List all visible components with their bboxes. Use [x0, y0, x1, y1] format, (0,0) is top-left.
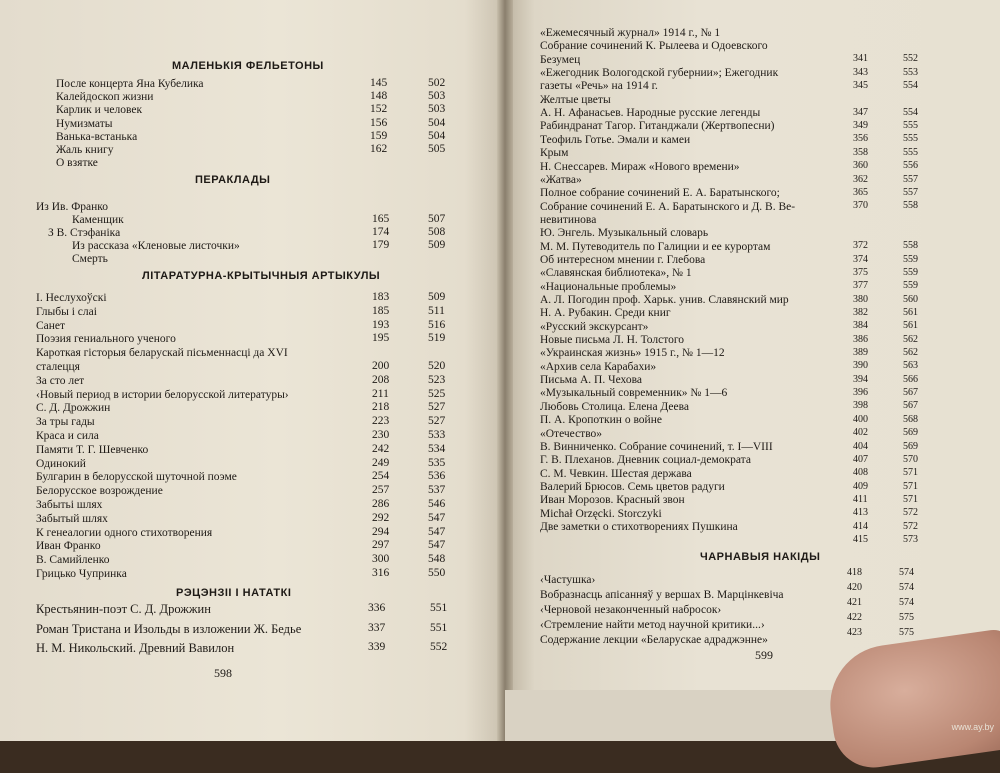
toc-page-second: 555 — [903, 146, 918, 158]
toc-entry-title: Крестьянин-поэт С. Д. Дрожжин — [36, 602, 211, 616]
toc-entry-title: Собрание сочинений К. Рылеева и Одоевского — [540, 40, 768, 53]
toc-page-second: 502 — [428, 77, 446, 89]
toc-entry-title: ‹Частушка› — [540, 574, 596, 586]
right-page — [505, 0, 1000, 741]
toc-page-second: 533 — [428, 429, 446, 441]
toc-page-first: 394 — [853, 373, 868, 385]
toc-page-first: 341 — [853, 53, 868, 65]
toc-page-second: 572 — [903, 507, 918, 519]
toc-entry-title: Глыбы і слаі — [36, 305, 97, 318]
toc-page-second: 504 — [428, 116, 446, 129]
toc-entry-title: невитинова — [540, 213, 597, 226]
toc-page-second: 516 — [428, 318, 446, 331]
toc-page-first: 422 — [847, 612, 862, 623]
toc-entry-title: Нумизматы — [56, 117, 113, 130]
toc-entry-title: Карлик и человек — [56, 104, 143, 117]
toc-entry-title: «Жатва» — [540, 173, 582, 186]
toc-page-first: 339 — [368, 641, 386, 653]
toc-entry-title: П. А. Кропоткин о войне — [540, 414, 662, 427]
toc-page-first: 347 — [853, 106, 868, 118]
toc-entry-title: сталецця — [36, 361, 80, 373]
toc-page-first: 316 — [372, 567, 390, 579]
toc-entry-title: «Музыкальный современник» № 1—6 — [540, 387, 728, 400]
toc-page-second: 508 — [428, 226, 446, 238]
toc-page-second: 511 — [428, 304, 445, 317]
toc-page-second: 547 — [428, 511, 446, 524]
toc-page-first: 404 — [853, 440, 868, 452]
toc-page-first: 297 — [372, 539, 390, 552]
toc-page-second: 503 — [428, 103, 446, 116]
toc-entry-title: ‹Новый период в истории белорусской литературы› — [36, 388, 289, 401]
toc-page-second: 509 — [428, 291, 446, 303]
toc-page-first: 358 — [853, 146, 868, 158]
toc-entry-title: Вобразнасць апісанняў у вершах В. Марцінкевіча — [540, 589, 784, 601]
toc-entry-title: Две заметки о стихотворениях Пушкина — [540, 520, 738, 533]
page-number: 599 — [755, 648, 773, 662]
toc-page-second: 503 — [428, 90, 446, 103]
toc-page-second: 566 — [903, 373, 918, 385]
toc-page-second: 534 — [428, 442, 446, 455]
toc-page-second: 569 — [903, 427, 918, 439]
toc-entry-title: А. Н. Афанасьев. Народные русские легенды — [540, 107, 761, 120]
toc-page-first: 300 — [372, 553, 390, 566]
toc-page-first: 372 — [853, 240, 868, 252]
toc-page-second: 536 — [428, 470, 446, 483]
toc-page-first: 254 — [372, 470, 390, 483]
toc-page-first: 292 — [372, 511, 390, 524]
toc-page-first: 390 — [853, 360, 868, 372]
toc-page-second: 519 — [428, 332, 446, 345]
toc-entry-title: В. Винниченко. Собрание сочинений, т. І—VIII — [540, 440, 773, 453]
toc-page-second: 561 — [903, 307, 918, 318]
toc-page-first: 179 — [372, 239, 390, 251]
toc-entry-title: Н. М. Никольский. Древний Вавилон — [36, 641, 235, 655]
toc-page-second: 571 — [903, 480, 918, 492]
toc-entry-title: «Русский экскурсант» — [540, 320, 649, 333]
toc-page-second: 558 — [903, 240, 918, 252]
toc-entry-title: Жаль книгу — [56, 144, 114, 156]
toc-page-second: 574 — [899, 567, 914, 578]
toc-page-second: 525 — [428, 387, 446, 400]
section-heading: ЧАРНАВЫЯ НАКІДЫ — [700, 551, 821, 563]
toc-entry-title: Санет — [36, 319, 66, 332]
toc-page-second: 567 — [903, 387, 918, 399]
toc-entry-title: С. М. Чевкин. Шестая держава — [540, 467, 692, 480]
toc-page-first: 409 — [853, 480, 868, 492]
toc-page-first: 418 — [847, 567, 862, 578]
toc-page-second: 527 — [428, 415, 446, 428]
toc-page-first: 159 — [370, 129, 388, 142]
toc-entry-title: Рабиндранат Тагор. Гитанджали (Жертвопесни) — [540, 120, 775, 133]
toc-page-first: 356 — [853, 133, 868, 145]
toc-entry-title: Памяти Т. Г. Шевченко — [36, 443, 149, 456]
toc-page-second: 571 — [903, 467, 918, 479]
toc-entry-title: Новые письма Л. Н. Толстого — [540, 334, 685, 347]
toc-page-first: 365 — [853, 186, 868, 198]
toc-entry-title: Грицько Чупринка — [36, 568, 127, 580]
toc-entry-title: Булгарин в белорусской шуточной поэме — [36, 471, 237, 484]
toc-page-second: 551 — [430, 602, 448, 614]
toc-page-first: 208 — [372, 373, 390, 386]
toc-entry-title: Желтые цветы — [540, 93, 611, 106]
toc-entry-title: Одинокий — [36, 457, 86, 470]
toc-page-first: 249 — [372, 456, 390, 469]
toc-page-first: 294 — [372, 525, 390, 538]
toc-entry-title: ‹Черновой незаконченный набросок› — [540, 604, 722, 616]
watermark: www.ay.by — [951, 722, 994, 732]
toc-entry-title: Полное собрание сочинений Е. А. Баратынского; — [540, 187, 780, 200]
toc-entry-title: За сто лет — [36, 374, 85, 387]
toc-page-second: 554 — [903, 106, 918, 118]
toc-page-first: 223 — [372, 415, 390, 428]
toc-entry-title: Ванька-встанька — [56, 130, 138, 143]
toc-page-second: 569 — [903, 440, 918, 452]
toc-page-first: 420 — [847, 582, 862, 593]
toc-page-second: 557 — [903, 173, 918, 185]
toc-page-second: 574 — [899, 597, 914, 608]
toc-page-second: 557 — [903, 186, 918, 198]
toc-entry-title: В. Самийленко — [36, 554, 110, 567]
left-page — [0, 0, 505, 741]
toc-entry-title: Н. Снессарев. Мираж «Нового времени» — [540, 160, 740, 173]
toc-page-second: 562 — [903, 347, 918, 359]
toc-page-first: 165 — [372, 213, 390, 225]
toc-page-first: 195 — [372, 332, 390, 345]
toc-page-first: 193 — [372, 318, 390, 331]
toc-page-first: 396 — [853, 387, 868, 399]
toc-entry-title: Иван Франко — [36, 540, 101, 553]
toc-page-second: 537 — [428, 484, 446, 497]
toc-page-second: 575 — [899, 612, 914, 623]
toc-page-second: 550 — [428, 567, 446, 579]
toc-page-second: 570 — [903, 453, 918, 465]
toc-page-first: 200 — [372, 360, 390, 372]
toc-page-first: 375 — [853, 266, 868, 278]
toc-page-first: 156 — [370, 116, 388, 129]
toc-page-first: 389 — [853, 347, 868, 359]
toc-entry-title: Содержание лекции «Беларускае адраджэнне» — [540, 634, 768, 646]
toc-page-first: 402 — [853, 427, 868, 439]
toc-page-second: 558 — [903, 200, 918, 212]
toc-entry-title: Письма А. П. Чехова — [540, 374, 642, 387]
toc-page-second: 556 — [903, 160, 918, 172]
toc-entry-title: Поэзия гениального ученого — [36, 333, 176, 346]
toc-entry-title: Кароткая гісторыя беларускай пісьменнасці да XVI — [36, 347, 288, 360]
toc-page-first: 414 — [853, 520, 868, 532]
toc-page-second: 559 — [903, 266, 918, 278]
toc-page-second: 560 — [903, 293, 918, 305]
toc-page-first: 145 — [370, 77, 388, 89]
toc-page-second: 561 — [903, 320, 918, 332]
toc-page-second: 573 — [903, 533, 918, 545]
toc-page-first: 343 — [853, 66, 868, 78]
toc-page-second: 559 — [903, 280, 918, 292]
toc-page-first: 415 — [853, 533, 868, 545]
toc-page-first: 345 — [853, 80, 868, 92]
toc-entry-title: О взятке — [56, 157, 98, 170]
toc-page-second: 505 — [428, 143, 446, 155]
toc-page-second: 535 — [428, 456, 446, 469]
toc-entry-title: Смерть — [72, 253, 108, 265]
toc-entry-title: После концерта Яна Кубелика — [56, 78, 204, 90]
toc-page-second: 553 — [903, 66, 918, 78]
toc-page-second: 527 — [428, 401, 446, 414]
toc-entry-title: «Ежегодник Вологодской губернии»; Ежегодник — [540, 67, 779, 80]
section-heading: ЛІТАРАТУРНА-КРЫТЫЧНЫЯ АРТЫКУЛЫ — [142, 270, 381, 282]
toc-page-first: 398 — [853, 400, 868, 412]
toc-page-first: 421 — [847, 597, 862, 608]
toc-page-first: 374 — [853, 253, 868, 265]
toc-entry-title: Из рассказа «Кленовые листочки» — [72, 240, 240, 252]
toc-page-first: 386 — [853, 333, 868, 345]
toc-entry-title: ‹Стремление найти метод научной критики...› — [540, 619, 765, 631]
toc-entry-title: Каменщик — [72, 214, 124, 226]
toc-page-first: 286 — [372, 498, 390, 510]
toc-entry-title: Теофиль Готье. Эмали и камеи — [540, 133, 691, 146]
toc-entry-title: Крым — [540, 147, 569, 160]
toc-page-first: 148 — [370, 90, 388, 103]
toc-page-second: 572 — [903, 520, 918, 532]
section-heading: МАЛЕНЬКІЯ ФЕЛЬЕТОНЫ — [172, 60, 324, 72]
toc-page-first: 408 — [853, 467, 868, 479]
toc-page-second: 523 — [428, 373, 446, 386]
section-heading: РЭЦЭНЗІІ І НАТАТКІ — [176, 587, 292, 599]
toc-page-first: 174 — [372, 226, 390, 238]
toc-page-second: 507 — [428, 213, 446, 225]
toc-page-first: 384 — [853, 320, 868, 332]
toc-entry-title: Из Ив. Франко — [36, 201, 109, 213]
toc-entry-title: Калейдоскоп жизни — [56, 91, 154, 104]
toc-entry-title: Любовь Столица. Елена Деева — [540, 400, 690, 413]
book-gutter — [497, 0, 513, 741]
toc-entry-title: М. М. Путеводитель по Галиции и ее курортам — [540, 240, 771, 253]
toc-page-second: 547 — [428, 525, 446, 538]
toc-entry-title: За тры гады — [36, 416, 95, 429]
toc-page-first: 380 — [853, 293, 868, 305]
toc-page-second: 554 — [903, 80, 918, 92]
section-heading: ПЕРАКЛАДЫ — [195, 174, 271, 186]
toc-entry-title: Белорусское возрождение — [36, 485, 163, 498]
toc-entry-title: Иван Морозов. Красный звон — [540, 494, 685, 507]
toc-page-first: 362 — [853, 173, 868, 185]
toc-page-second: 546 — [428, 498, 446, 510]
toc-entry-title: «Архив села Карабахи» — [540, 360, 657, 373]
toc-page-second: 575 — [899, 627, 914, 638]
toc-page-first: 211 — [372, 387, 389, 400]
toc-page-second: 571 — [903, 493, 918, 505]
toc-page-first: 242 — [372, 442, 390, 455]
toc-entry-title: І. Неслухоўскі — [36, 292, 107, 304]
toc-page-first: 400 — [853, 413, 868, 425]
toc-entry-title: Об интересном мнении г. Глебова — [540, 253, 706, 266]
toc-page-first: 185 — [372, 304, 390, 317]
toc-entry-title: Забытьі шлях — [36, 499, 103, 511]
toc-page-second: 520 — [428, 360, 446, 372]
toc-page-second: 509 — [428, 239, 446, 251]
toc-entry-title: Г. В. Плеханов. Дневник социал-демократа — [540, 454, 751, 467]
toc-page-second: 548 — [428, 553, 446, 566]
toc-page-first: 360 — [853, 160, 868, 172]
toc-page-second: 567 — [903, 400, 918, 412]
toc-page-first: 152 — [370, 103, 388, 116]
toc-page-first: 377 — [853, 280, 868, 292]
toc-page-second: 555 — [903, 133, 918, 145]
toc-entry-title: С. Д. Дрожжин — [36, 402, 111, 415]
toc-page-first: 257 — [372, 484, 390, 497]
toc-entry-title: Michał Orzęcki. Storczyki — [540, 507, 662, 520]
toc-page-second: 504 — [428, 129, 446, 142]
toc-page-first: 423 — [847, 627, 862, 638]
toc-page-second: 552 — [430, 641, 448, 653]
toc-page-second: 551 — [430, 621, 448, 634]
toc-entry-title: «Славянская библиотека», № 1 — [540, 267, 692, 280]
toc-page-first: 162 — [370, 143, 388, 155]
toc-entry-title: «Национальные проблемы» — [540, 280, 677, 293]
toc-entry-title: Н. А. Рубакин. Среди книг — [540, 307, 671, 320]
toc-page-second: 559 — [903, 253, 918, 265]
toc-page-first: 349 — [853, 120, 868, 132]
toc-entry-title: «Отечество» — [540, 427, 603, 440]
toc-entry-title: З В. Стэфаніка — [48, 227, 121, 239]
toc-page-first: 370 — [853, 200, 868, 212]
toc-page-second: 574 — [899, 582, 914, 593]
toc-entry-title: Краса и сила — [36, 430, 99, 442]
toc-page-first: 413 — [853, 507, 868, 519]
toc-entry-title: Ю. Энгель. Музыкальный словарь — [540, 227, 709, 240]
toc-page-first: 337 — [368, 621, 386, 634]
toc-entry-title: Валерий Брюсов. Семь цветов радуги — [540, 480, 725, 493]
toc-page-first: 411 — [853, 493, 868, 505]
toc-page-first: 336 — [368, 602, 386, 614]
toc-entry-title: Безумец — [540, 53, 581, 66]
page-number: 598 — [214, 666, 232, 680]
toc-page-first: 183 — [372, 291, 390, 303]
toc-page-first: 407 — [853, 453, 868, 465]
toc-entry-title: газеты «Речь» на 1914 г. — [540, 80, 658, 93]
toc-page-second: 563 — [903, 360, 918, 372]
toc-entry-title: К генеалогии одного стихотворения — [36, 526, 213, 539]
toc-entry-title: А. Л. Погодин проф. Харьк. унив. Славянский мир — [540, 294, 789, 306]
toc-entry-title: Забытый шлях — [36, 512, 108, 525]
toc-entry-title: «Украинская жизнь» 1915 г., № 1—12 — [540, 347, 725, 360]
toc-page-second: 547 — [428, 539, 446, 552]
toc-entry-title: «Ежемесячный журнал» 1914 г., № 1 — [540, 27, 721, 39]
toc-entry-title: Собрание сочинений Е. А. Баратынского и Д. В. Ве- — [540, 200, 796, 213]
toc-page-first: 218 — [372, 401, 390, 414]
toc-page-second: 568 — [903, 413, 918, 425]
toc-page-second: 555 — [903, 120, 918, 132]
toc-page-first: 382 — [853, 307, 868, 318]
toc-page-second: 562 — [903, 333, 918, 345]
toc-page-first: 230 — [372, 429, 390, 441]
toc-entry-title: Роман Тристана и Изольды в изложении Ж. Бедье — [36, 621, 302, 636]
toc-page-second: 552 — [903, 53, 918, 65]
